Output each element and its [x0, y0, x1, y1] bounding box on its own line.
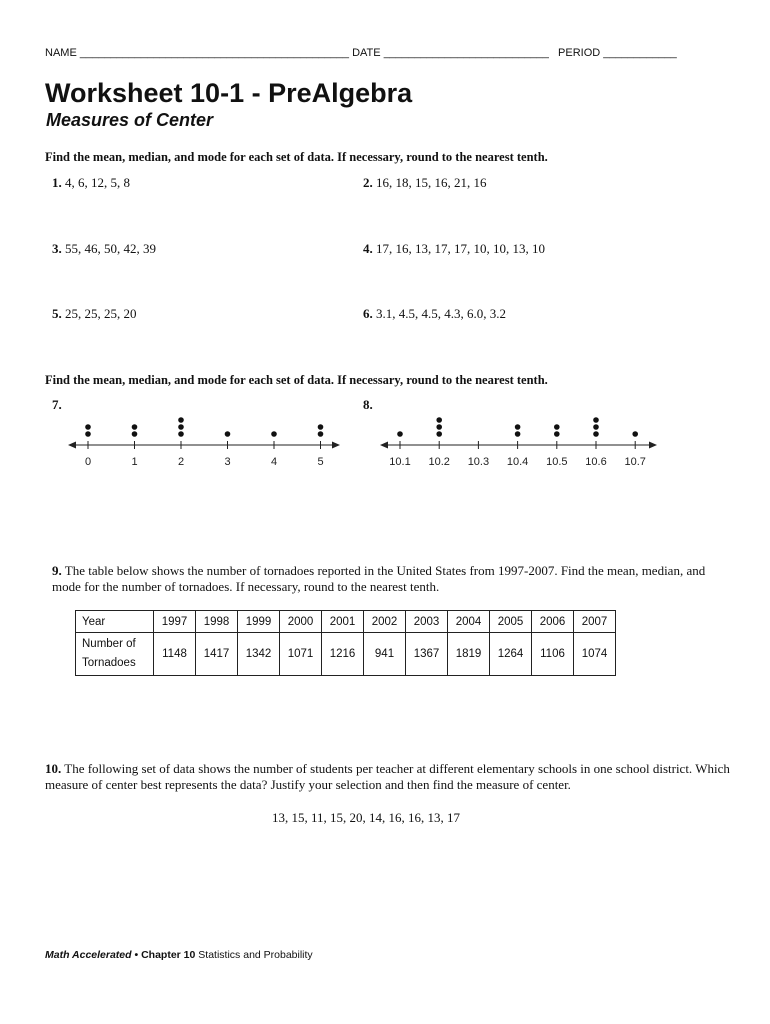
tick-label: 10.5: [546, 456, 568, 468]
tick-label: 5: [317, 456, 324, 468]
arrow-right-icon: [649, 442, 657, 449]
data-dot: [178, 431, 184, 437]
data-dot: [318, 431, 324, 437]
table-cell-year: 2006: [532, 611, 574, 633]
date-label: DATE: [352, 47, 381, 59]
table-header-year: Year: [76, 611, 154, 633]
tick-label: 1: [131, 456, 138, 468]
footer-chapter: Chapter 10: [141, 949, 196, 961]
data-dot: [132, 424, 138, 430]
line-plots: [0, 405, 770, 480]
line-plot-7: [68, 417, 340, 468]
footer-course: Math Accelerated: [45, 949, 132, 961]
arrow-right-icon: [332, 442, 340, 449]
problem-number: 7.: [52, 397, 62, 412]
problem-data: 16, 18, 15, 16, 21, 16: [376, 175, 487, 190]
problem-number: 8.: [363, 397, 373, 412]
table-row: [76, 611, 616, 633]
student-info-header: [45, 47, 677, 59]
table-cell-tornadoes: 1342: [238, 633, 280, 676]
problem-1: [52, 175, 130, 191]
problem-5: [52, 306, 137, 322]
data-dot: [515, 431, 521, 437]
table-cell-year: 2001: [322, 611, 364, 633]
data-dot: [85, 431, 91, 437]
table-cell-year: 1999: [238, 611, 280, 633]
section1-instructions: Find the mean, median, and mode for each set of data. If necessary, round to the nearest tenth.: [45, 150, 548, 164]
problem-number: 6.: [363, 306, 373, 321]
data-dot: [593, 424, 599, 430]
tick-label: 10.3: [467, 456, 490, 468]
table-cell-tornadoes: 1148: [154, 633, 196, 676]
data-dot: [436, 424, 442, 430]
data-dot: [178, 417, 184, 423]
data-dot: [554, 424, 560, 430]
table-cell-year: 2004: [448, 611, 490, 633]
table-header-tornadoes: Number of Tornadoes: [76, 633, 154, 676]
table-cell-tornadoes: 1074: [574, 633, 616, 676]
period-label: PERIOD: [558, 47, 601, 59]
data-dot: [515, 424, 521, 430]
data-dot: [436, 431, 442, 437]
table-cell-tornadoes: 1417: [196, 633, 238, 676]
problem-4: [363, 241, 545, 257]
problem-text: The table below shows the number of tornadoes reported in the United States from 1997-2007. Find the mean, median, and mode for the number of tornadoes. If necessary, round to the nearest tenth.: [52, 563, 706, 594]
period-blank[interactable]: ____________: [603, 47, 677, 59]
data-dot: [178, 424, 184, 430]
problem-data: 25, 25, 25, 20: [65, 306, 137, 321]
worksheet-title: Worksheet 10-1 - PreAlgebra: [45, 78, 413, 108]
problem-3: [52, 241, 156, 257]
problem-6: [363, 306, 506, 322]
data-dot: [593, 417, 599, 423]
table-cell-year: 1997: [154, 611, 196, 633]
problem-number: 1.: [52, 175, 62, 190]
line-plot-8: [380, 417, 657, 468]
date-blank[interactable]: ___________________________: [383, 47, 549, 59]
table-cell-tornadoes: 1264: [490, 633, 532, 676]
data-dot: [632, 431, 638, 437]
table-cell-tornadoes: 1106: [532, 633, 574, 676]
table-cell-tornadoes: 941: [364, 633, 406, 676]
tick-label: 0: [84, 456, 92, 468]
problem-data: 4, 6, 12, 5, 8: [65, 175, 130, 190]
tick-label: 10.2: [428, 456, 450, 468]
arrow-left-icon: [68, 442, 76, 449]
data-dot: [397, 431, 403, 437]
tick-label: 4: [270, 456, 278, 468]
data-dot: [225, 431, 231, 437]
problem-number: 10.: [45, 761, 62, 776]
data-dot: [436, 417, 442, 423]
data-dot: [318, 424, 324, 430]
problem-number: 3.: [52, 241, 62, 256]
problem-number: 4.: [363, 241, 373, 256]
arrow-left-icon: [380, 442, 388, 449]
tick-label: 10.4: [506, 456, 529, 468]
tornado-table: [75, 610, 616, 676]
table-cell-year: 2002: [364, 611, 406, 633]
table-cell-tornadoes: 1216: [322, 633, 364, 676]
tick-label: 10.7: [624, 456, 646, 468]
table-cell-tornadoes: 1819: [448, 633, 490, 676]
data-dot: [593, 431, 599, 437]
table-cell-year: 2007: [574, 611, 616, 633]
data-dot: [554, 431, 560, 437]
section2-instructions: Find the mean, median, and mode for each set of data. If necessary, round to the nearest tenth.: [45, 373, 548, 387]
worksheet-subtitle: Measures of Center: [46, 110, 214, 130]
problem-number: 5.: [52, 306, 62, 321]
problem-number: 2.: [363, 175, 373, 190]
data-dot: [132, 431, 138, 437]
problem-data: 3.1, 4.5, 4.5, 4.3, 6.0, 3.2: [376, 306, 506, 321]
tick-label: 10.6: [585, 456, 607, 468]
data-dot: [85, 424, 91, 430]
problem-10-data: 13, 15, 11, 15, 20, 14, 16, 16, 13, 17: [272, 810, 461, 825]
footer-topic: Statistics and Probability: [198, 949, 313, 961]
page-footer: [45, 949, 313, 961]
tick-label: 3: [224, 456, 231, 468]
name-blank[interactable]: ____________________________________________: [79, 47, 350, 59]
name-label: NAME: [45, 47, 77, 59]
table-cell-year: 2005: [490, 611, 532, 633]
problem-number: 9.: [52, 563, 62, 578]
problem-2: [363, 175, 487, 191]
table-cell-year: 1998: [196, 611, 238, 633]
table-cell-year: 2003: [406, 611, 448, 633]
tick-label: 2: [177, 456, 185, 468]
tick-label: 10.1: [389, 456, 411, 468]
problem-9: [52, 563, 732, 595]
problem-text: The following set of data shows the number of students per teacher at different elementary schools in one school district. Which measure of center best represents the data? Justify your selection and then find the measure of center.: [45, 761, 730, 792]
data-dot: [271, 431, 277, 437]
problem-10: [45, 761, 735, 793]
problem-data: 55, 46, 50, 42, 39: [65, 241, 156, 256]
problem-data: 17, 16, 13, 17, 17, 10, 10, 13, 10: [376, 241, 545, 256]
table-cell-year: 2000: [280, 611, 322, 633]
table-cell-tornadoes: 1367: [406, 633, 448, 676]
table-row: [76, 633, 616, 676]
table-cell-tornadoes: 1071: [280, 633, 322, 676]
footer-bullet: •: [134, 949, 139, 961]
